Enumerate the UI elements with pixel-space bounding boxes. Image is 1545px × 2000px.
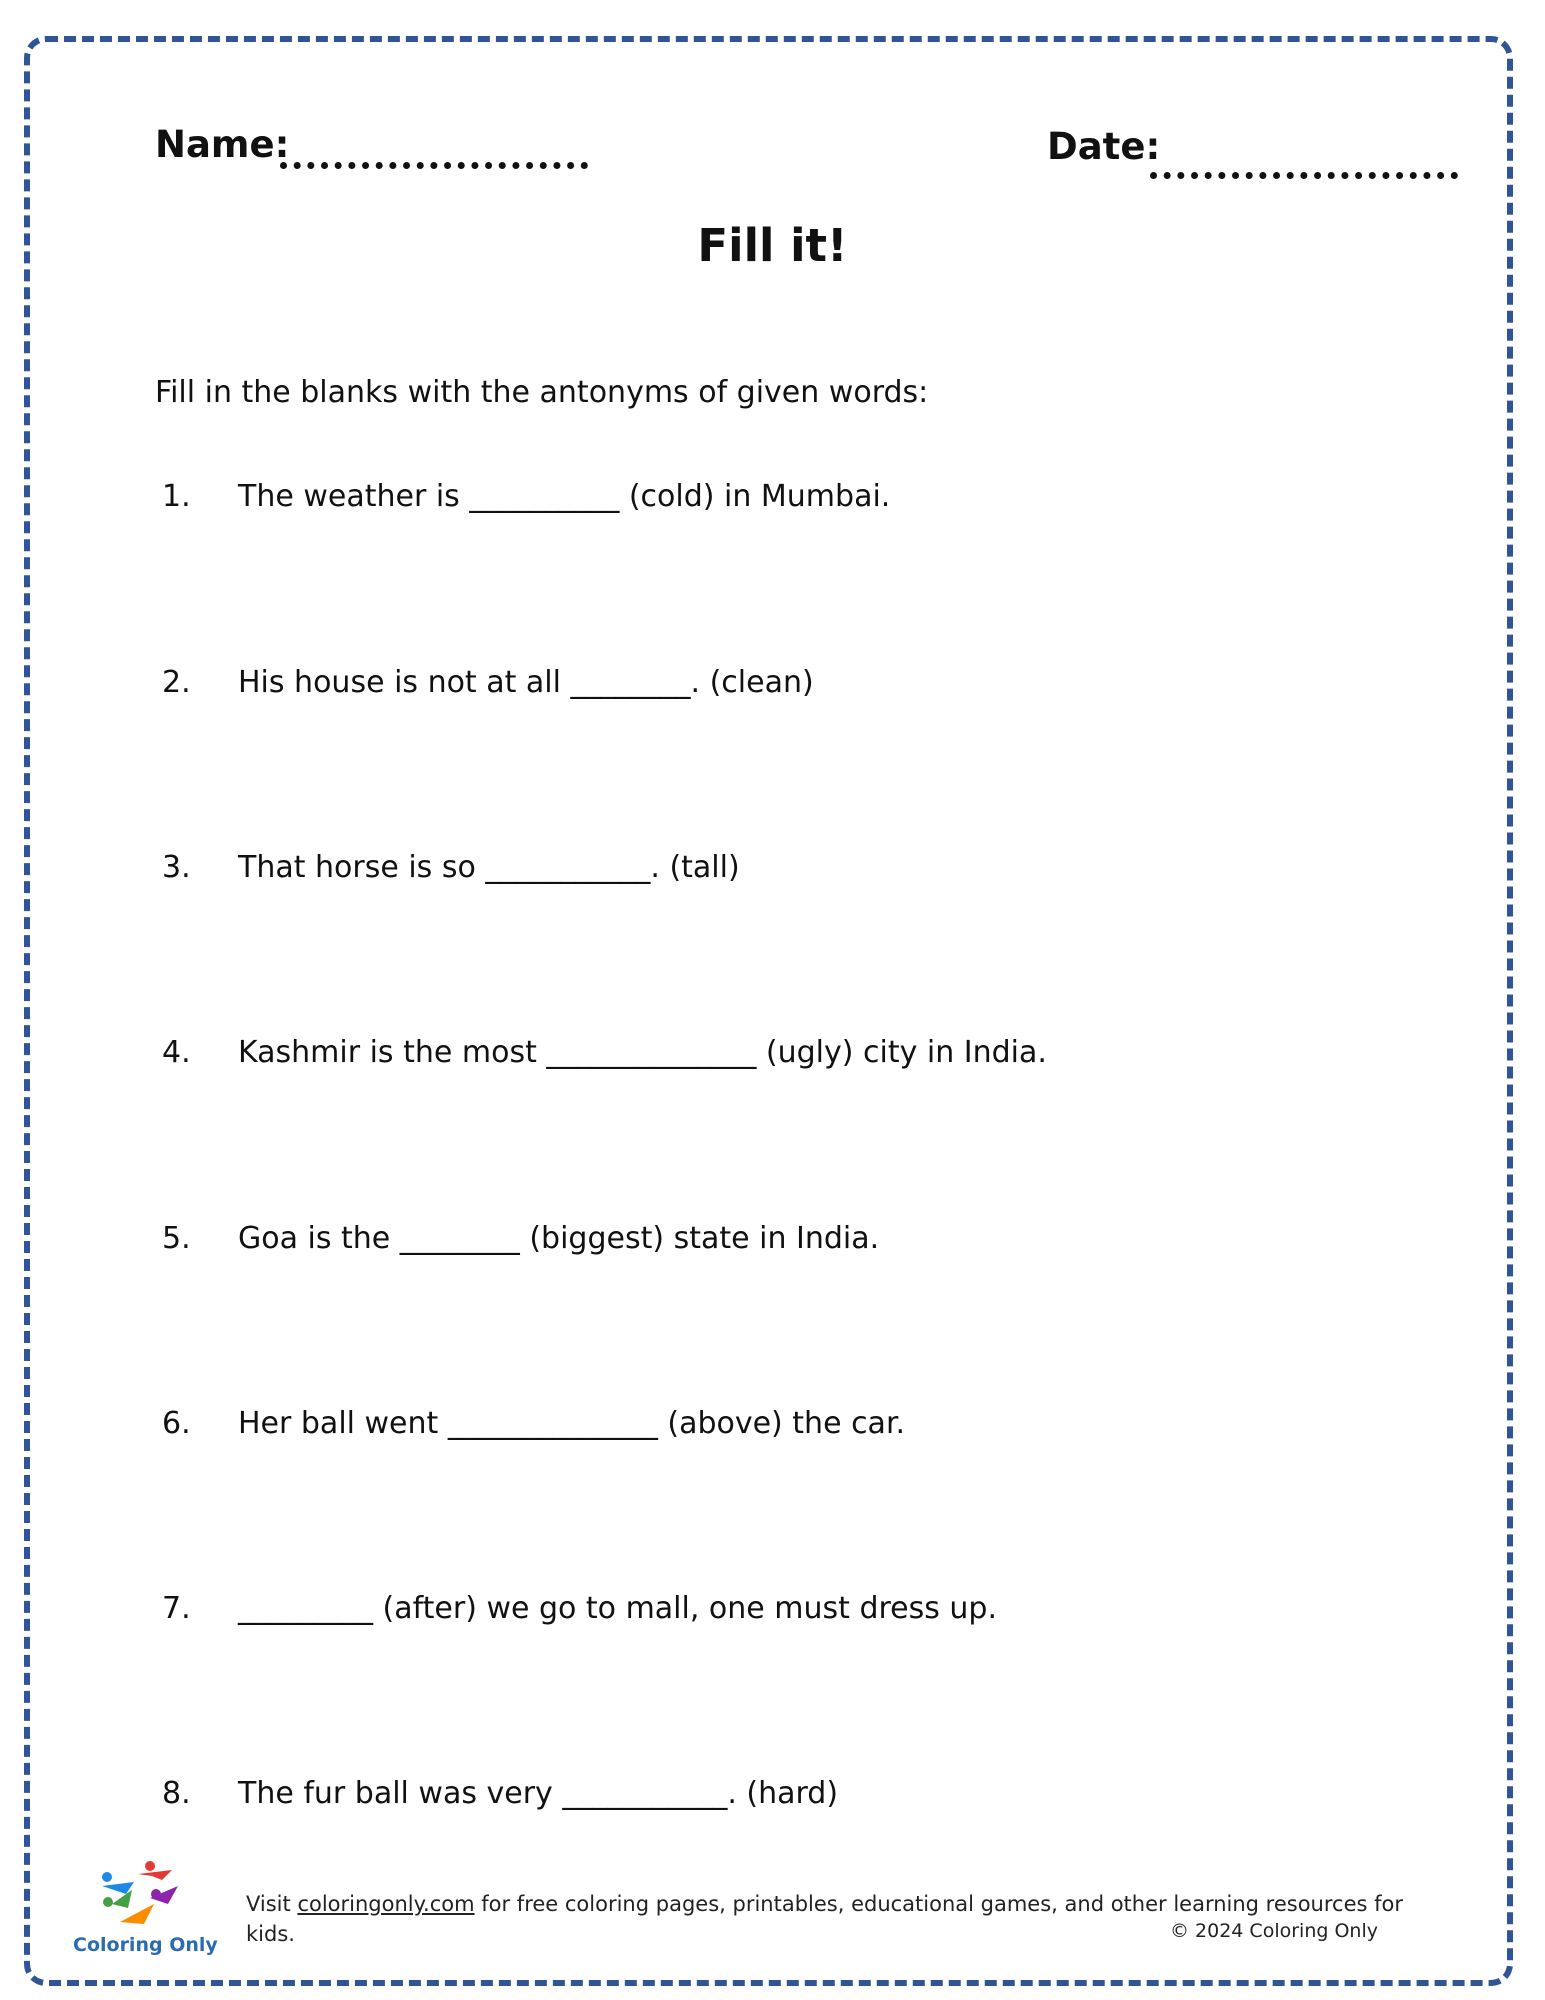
- website-link[interactable]: coloringonly.com: [297, 1892, 475, 1916]
- question-text: Her ball went ______________ (above) the car.: [238, 1406, 906, 1441]
- question-number: 1.: [162, 479, 191, 514]
- question-text: That horse is so ___________. (tall): [238, 850, 740, 885]
- question-number: 8.: [162, 1776, 191, 1811]
- stick-figures-icon: [98, 1860, 188, 1932]
- question-number: 6.: [162, 1406, 191, 1441]
- date-label: Date:: [1047, 125, 1161, 168]
- coloring-only-logo: [68, 1860, 218, 1960]
- copyright-notice: © 2024 Coloring Only: [1170, 1920, 1378, 1942]
- question-text: The fur ball was very ___________. (hard): [238, 1776, 839, 1811]
- question-number: 5.: [162, 1221, 191, 1256]
- footer-visit-suffix: for free coloring pages, printables, educational games, and other learning resources for kids.: [246, 1892, 1403, 1947]
- footer-visit-prefix: Visit: [246, 1892, 298, 1916]
- date-blank-line: [1150, 172, 1458, 179]
- question-text: The weather is __________ (cold) in Mumbai.: [238, 479, 891, 514]
- question-text: His house is not at all ________. (clean): [238, 665, 814, 700]
- page-border: [24, 36, 1513, 1986]
- question-text: _________ (after) we go to mall, one must dress up.: [238, 1591, 998, 1626]
- question-text: Kashmir is the most ______________ (ugly) city in India.: [238, 1035, 1047, 1070]
- name-label: Name:: [155, 123, 290, 166]
- logo-text: Coloring Only: [73, 1934, 218, 1956]
- instructions: Fill in the blanks with the antonyms of given words:: [155, 375, 929, 410]
- question-number: 3.: [162, 850, 191, 885]
- question-number: 2.: [162, 665, 191, 700]
- question-text: Goa is the ________ (biggest) state in India.: [238, 1221, 880, 1256]
- name-blank-line: [280, 162, 588, 169]
- question-number: 7.: [162, 1591, 191, 1626]
- question-number: 4.: [162, 1035, 191, 1070]
- worksheet-title: Fill it!: [697, 219, 848, 272]
